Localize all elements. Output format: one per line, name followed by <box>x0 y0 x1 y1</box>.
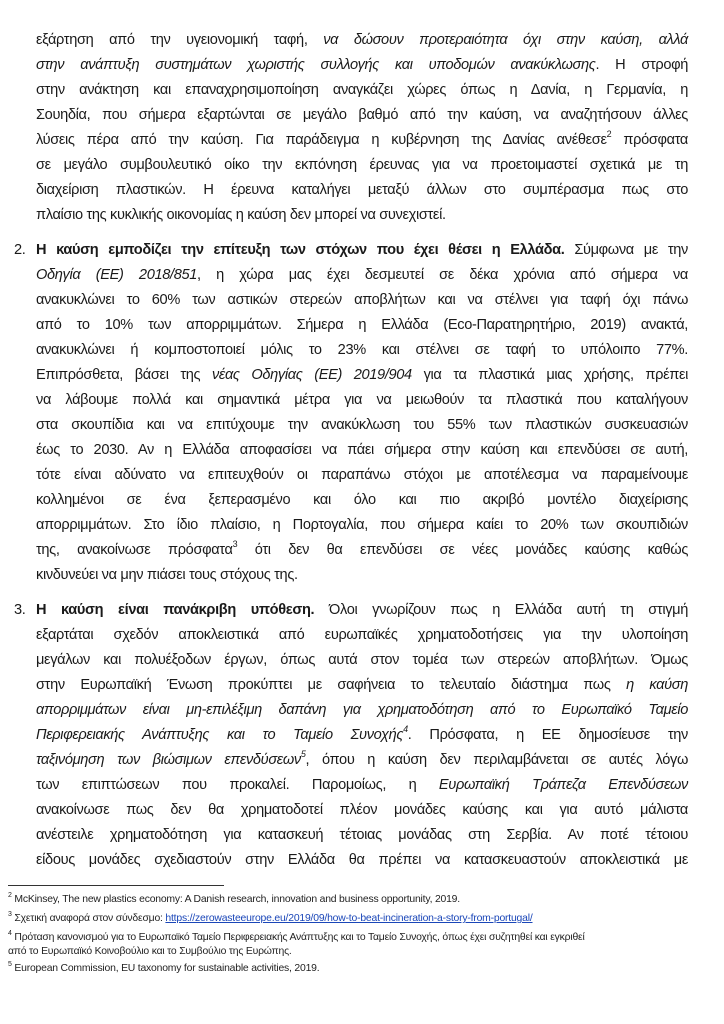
emphasis-text: Ευρωπαϊκή Τράπεζα Επενδύσεων <box>438 777 688 793</box>
emphasis-text: η καύση <box>626 677 688 693</box>
emphasis-text: νέας Οδηγίας (ΕΕ) 2019/904 <box>211 367 412 383</box>
paragraph-line: απορριμμάτων. Στο ίδιο πλαίσιο, η Πορτογαλία, που σήμερα καίει το 20% των σκουπιδιών <box>36 517 688 533</box>
text-run: Όλοι γνωρίζουν πως η Ελλάδα αυτή τη στιγμή <box>314 602 688 618</box>
list-item-heading: Η καύση είναι πανάκριβη υπόθεση. <box>36 602 315 618</box>
paragraph-line: να λάβουμε πολλά και σημαντικά μέτρα για να μειωθούν τα πλαστικά που καταλήγουν <box>36 392 688 408</box>
paragraph-line <box>36 775 688 795</box>
footnote-text: Πρόταση κανονισμού για το Ευρωπαϊκό Ταμείο Περιφερειακής Ανάπτυξης και το Ταμείο Συνοχής, όπως έχει συζητηθεί και εγκριθεί <box>14 932 585 943</box>
text-run: , η χώρα μας έχει δεσμευτεί σε δέκα χρόνια από σήμερα να <box>197 267 689 283</box>
text-run: εξάρτηση από την υγειονομική ταφή, <box>36 32 324 48</box>
paragraph-line: ανακυκλώνει το 60% των αστικών στερεών αποβλήτων και να στέλνει για ταφή όχι πάνω <box>36 292 688 308</box>
footnote-4 <box>8 931 585 945</box>
paragraph-line: ανέστειλε χρηματοδότηση για κατασκευή τέτοιας μονάδας στη Σερβία. Αν ποτέ τέτοιου <box>36 827 688 843</box>
paragraph-line: εξαρτάται σχεδόν αποκλειστικά από ευρωπαϊκές χρηματοδοτήσεις για την υλοποίηση <box>36 627 688 643</box>
text-run: Επιπρόσθετα, βάσει της <box>36 367 212 383</box>
paragraph-line <box>36 265 688 285</box>
paragraph-line: απορριμμάτων είναι μη-επιλέξιμη δαπάνη για χρηματοδότηση από το Ευρωπαϊκό Ταμείο <box>36 702 688 718</box>
text-run: για τα πλαστικά μιας χρήσης, πρέπει <box>411 367 688 383</box>
list-number: 3. <box>14 602 26 618</box>
footnote-5 <box>8 962 319 976</box>
paragraph-line <box>36 540 688 560</box>
footnote-text: Σχετική αναφορά στον σύνδεσμο: <box>14 913 166 924</box>
text-run: Σύμφωνα με την <box>564 242 688 258</box>
footnote-2 <box>8 893 460 907</box>
footnote-text: European Commission, EU taxonomy for sustainable activities, 2019. <box>14 963 320 974</box>
text-run: πρόσφατα <box>611 132 689 148</box>
text-run: , όπου η καύση δεν περιλαμβάνεται σε αυτές λόγω <box>305 752 688 768</box>
footnote-mark: 2 <box>8 891 12 899</box>
footnote-ref[interactable]: 3 <box>232 539 238 550</box>
footnote-ref[interactable]: 4 <box>403 724 408 735</box>
paragraph-line: διαχείριση πλαστικών. Η έρευνα καταλήγει μεταξύ άλλων στο συμπέρασμα πως στο <box>36 182 688 198</box>
footnote-mark: 5 <box>8 960 12 968</box>
paragraph-line <box>36 750 688 770</box>
paragraph-line: από το 10% των απορριμμάτων. Σήμερα η Ελλάδα (Eco-Παρατηρητήριο, 2019) ανακτά, <box>36 317 688 333</box>
list-item-heading: Η καύση εμποδίζει την επίτευξη των στόχων που έχει θέσει η Ελλάδα. <box>36 242 565 258</box>
footnote-mark: 3 <box>8 910 12 918</box>
paragraph-line: στην ανάκτηση και επαναχρησιμοποίηση αναγκάζει χώρες όπως η Δανία, η Γερμανία, η <box>36 82 688 98</box>
footnote-mark: 4 <box>8 929 12 937</box>
paragraph-line: σε μεγάλο συμβουλευτικό οίκο την εκπόνηση έρευνας για να προετοιμαστεί σχετικά με τη <box>36 157 688 173</box>
footnote-ref[interactable]: 2 <box>606 129 612 140</box>
paragraph-line <box>36 725 688 745</box>
paragraph-line: ανακοίνωσε πως δεν θα χρηματοδοτεί πλέον μονάδες καύσης και για αυτό μάλιστα <box>36 802 688 818</box>
paragraph-line: πλαίσιο της κυκλικής οικονομίας η καύση δεν μπορεί να συνεχιστεί. <box>36 207 446 223</box>
text-run: . Η στροφή <box>595 57 688 73</box>
list-item-heading-line <box>36 600 688 620</box>
paragraph-line: είδους μονάδες σχεδιαστούν στην Ελλάδα θα πρέπει να κατασκευαστούν αποκλειστικά με <box>36 852 688 868</box>
paragraph-line: έως το 2030. Αν η Ελλάδα αποφασίσει να πάει σήμερα στην καύση και επενδύσει σε αυτή, <box>36 442 688 458</box>
text-run: των επιπτώσεων που προκαλεί. Παρομοίως, η <box>36 777 439 793</box>
paragraph-line <box>36 365 688 385</box>
footnote-separator <box>8 885 224 886</box>
paragraph-line <box>36 675 688 695</box>
list-number: 2. <box>14 242 26 258</box>
paragraph-line: στα σκουπίδια και να επιτύχουμε την ανακύκλωση του 55% των πλαστικών συσκευασιών <box>36 417 688 433</box>
paragraph-line <box>36 130 688 150</box>
paragraph-line <box>36 30 688 50</box>
paragraph-line: κινδυνεύει να μην πιάσει τους στόχους της. <box>36 567 298 583</box>
paragraph-line: τότε είναι αδύνατο να επιτευχθούν οι παραπάνω στόχοι με αποτέλεσμα να παραμείνουμε <box>36 467 688 483</box>
emphasis-text: Οδηγία (ΕΕ) 2018/851 <box>36 267 197 283</box>
text-run: στην Ευρωπαϊκή Ένωση προκύπτει με σαφήνεια το τελευταίο διάστημα πως <box>36 677 627 693</box>
emphasis-text: να δώσουν προτεραιότητα όχι στην καύση, αλλά <box>323 32 688 48</box>
footnote-text: McKinsey, The new plastics economy: A Danish research, innovation and business opportunity, 2019. <box>14 894 460 905</box>
list-item-heading-line <box>36 240 688 260</box>
footnote-ref[interactable]: 5 <box>300 749 306 760</box>
emphasis-text: στην ανάπτυξη συστημάτων χωριστής συλλογής και υποδομών ανακύκλωσης <box>36 57 596 73</box>
paragraph-line: ανακυκλώνει ή κομποστοποιεί μόλις το 23% και στέλνει σε ταφή το υπόλοιπο 77%. <box>36 342 688 358</box>
paragraph-line <box>36 55 688 75</box>
text-run: . Πρόσφατα, η ΕΕ δημοσίευσε την <box>407 727 688 743</box>
text-run: της, ανακοίνωσε πρόσφατα <box>36 542 233 558</box>
footnote-4-continued: από το Ευρωπαϊκό Κοινοβούλιο και το Συμβούλιο της Ευρώπης. <box>8 946 292 957</box>
text-run: λύσεις πέρα από την καύση. Για παράδειγμα η κυβέρνηση της Δανίας ανέθεσε <box>36 132 607 148</box>
paragraph-line: κολλημένοι σε ένα ξεπερασμένο και όλο και πιο ακριβό μοντέλο διαχείρισης <box>36 492 688 508</box>
text-run: ότι δεν θα επενδύσει σε νέες μονάδες καύσης καθώς <box>237 542 689 558</box>
footnote-link[interactable]: https://zerowasteeurope.eu/2019/09/how-to-beat-incineration-a-story-from-portugal/ <box>165 913 533 924</box>
emphasis-text: Περιφερειακής Ανάπτυξης και το Ταμείο Συνοχής <box>36 727 404 743</box>
emphasis-text: ταξινόμηση των βιώσιμων επενδύσεων <box>36 752 301 768</box>
paragraph-line: μεγάλων και πολυέξοδων έργων, όπως αυτά στον τομέα των στερεών αποβλήτων. Όμως <box>36 652 688 668</box>
footnote-3 <box>8 912 533 926</box>
paragraph-line: Σουηδία, που σήμερα εξαρτώνται σε μεγάλο βαθμό από την καύση, να αναζητήσουν άλλες <box>36 107 688 123</box>
